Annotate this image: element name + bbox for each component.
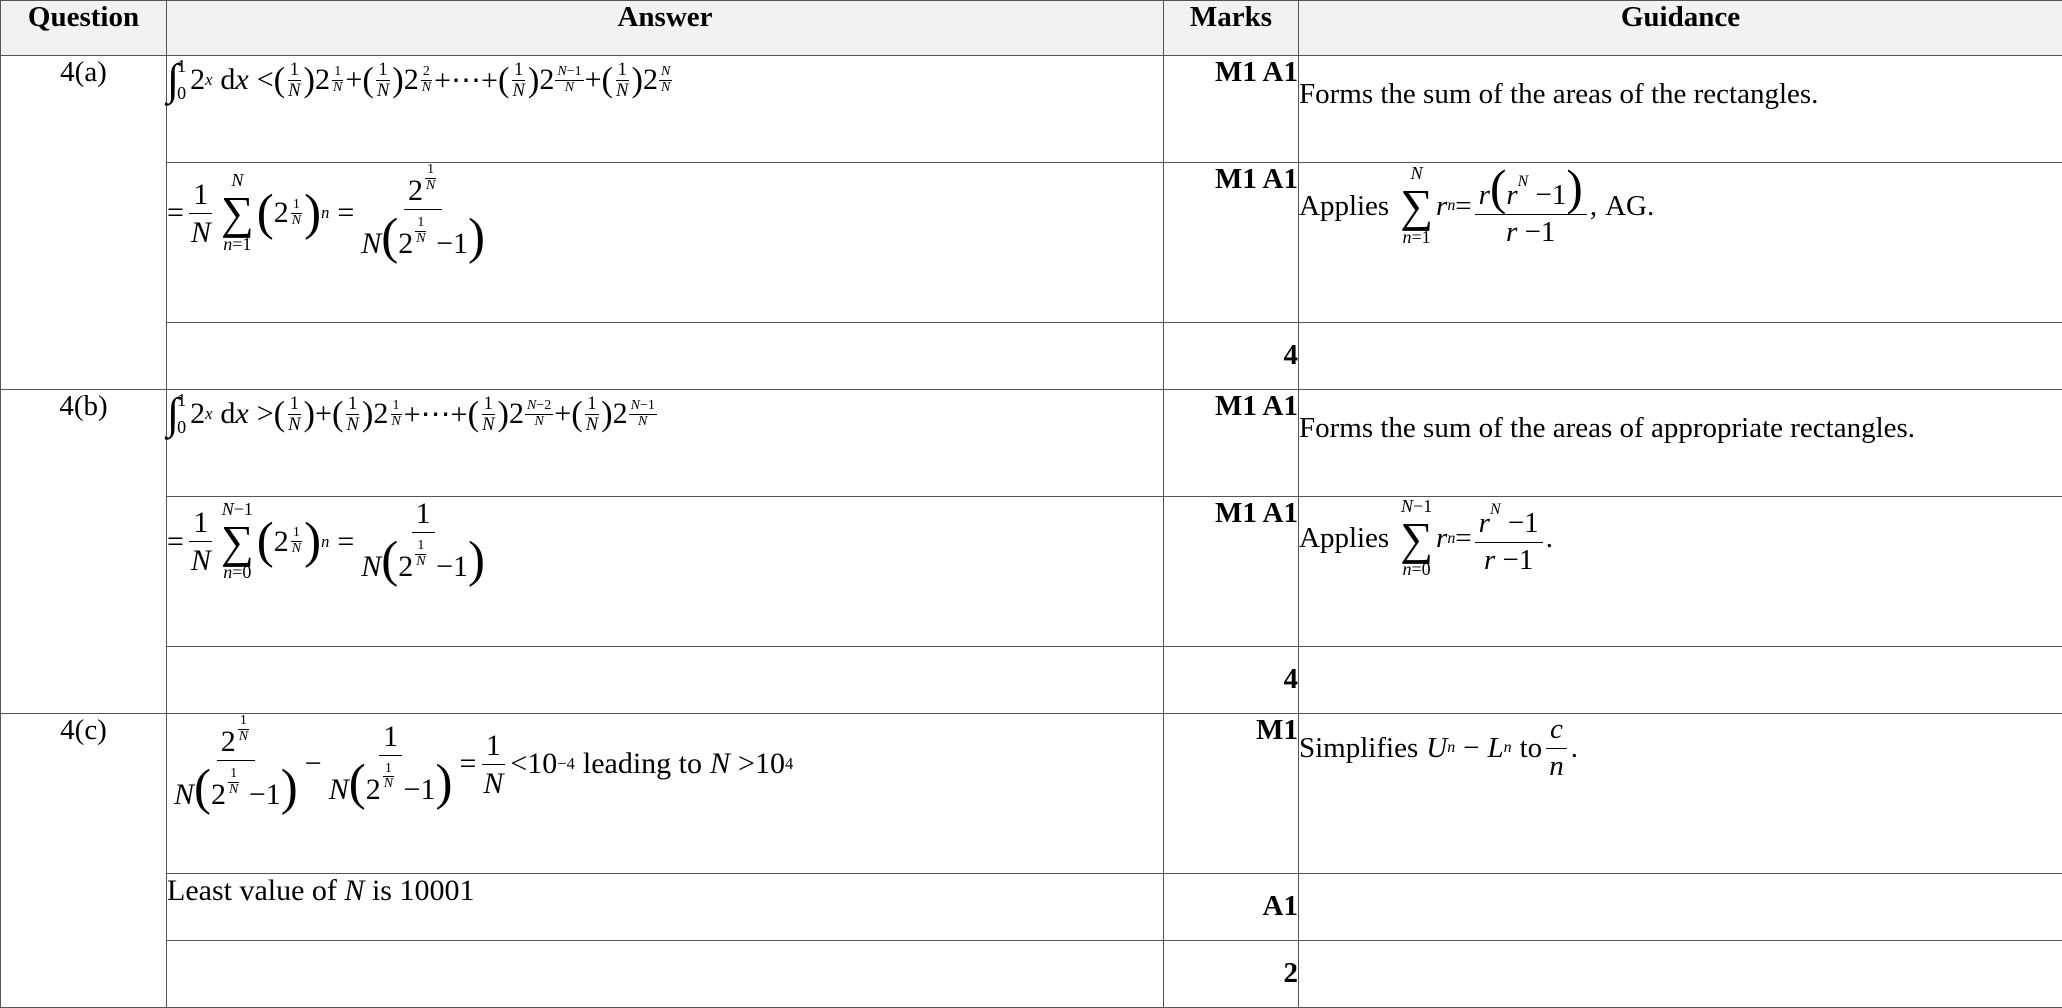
answer-4b-series-sum: = $\frac{1}{N}$ N−1 ∑ n=0 ( 2 $\frac{1}{N}$ ) n = 1 N(2 $\frac{1}{N}$ −1) xyxy=(167,497,1164,647)
guidance-4c-simplifies: Simplifies U n − L n to $\frac{c}{n}$ . xyxy=(1299,714,2062,874)
header-marks: Marks xyxy=(1164,1,1299,56)
marks-total: 4 xyxy=(1164,647,1299,714)
guidance-4a-applies: Applies N ∑ n=1 r n = $\frac{r(rN -1)}{r -1}$ , AG. xyxy=(1299,163,2062,323)
answer-4a-integral-sum: ∫ 1 0 2 x d x < ( 1 N ) 2 $\frac{1}{N}$ + ( 1 N ) 2 $\frac{2}{N}$ +⋯+ ( 1 N ) 2 $\frac{N-1}{N}$ + ( 1 N ) 2 $\frac{N}{N}$ xyxy=(167,56,1164,163)
answer-cell-empty xyxy=(167,941,1164,1008)
answer-4c-difference: 2 $\frac{1}{N}$ N(2 $\frac{1}{N}$ −1) − 1 N(2 $\frac{1}{N}$ −1) = $\frac{1}{N}$ <10 −4 leading to N >10 4 xyxy=(167,714,1164,874)
marks-cell: M1 A1 xyxy=(1164,56,1299,163)
answer-4a-series-sum: = $\frac{1}{N}$ N ∑ n=1 ( 2 $\frac{1}{N}$ ) n = 2 $\frac{1}{N}$ N(2 $\frac{1}{N}$ −1) xyxy=(167,163,1164,323)
header-question: Question xyxy=(1,1,167,56)
table-row xyxy=(1,390,2062,497)
guidance-cell: Forms the sum of the areas of the rectangles. xyxy=(1299,56,2062,163)
table-row xyxy=(1,56,2062,163)
answer-4c-least-value: Least value of N is 10001 xyxy=(167,874,1164,941)
answer-cell-empty xyxy=(167,323,1164,390)
table-row xyxy=(1,163,2062,323)
guidance-cell-empty xyxy=(1299,874,2062,941)
answer-4b-integral-sum: ∫ 1 0 2 x d x > ( 1 N ) + ( 1 N ) 2 $\frac{1}{N}$ +⋯+ ( 1 N ) 2 $\frac{N-2}{N}$ + ( 1 N ) 2 $\frac{N-1}{N}$ xyxy=(167,390,1164,497)
guidance-cell-empty xyxy=(1299,647,2062,714)
guidance-cell-empty xyxy=(1299,941,2062,1008)
guidance-cell: Forms the sum of the areas of appropriate rectangles. xyxy=(1299,390,2062,497)
header-guidance: Guidance xyxy=(1299,1,2062,56)
table-row xyxy=(1,647,2062,714)
header-answer: Answer xyxy=(167,1,1164,56)
table-row xyxy=(1,714,2062,874)
question-label: 4(a) xyxy=(1,56,167,390)
table-row xyxy=(1,941,2062,1008)
header-row xyxy=(1,1,2062,56)
question-label: 4(c) xyxy=(1,714,167,1008)
answer-cell-empty xyxy=(167,647,1164,714)
table-row xyxy=(1,497,2062,647)
marks-cell: M1 A1 xyxy=(1164,497,1299,647)
question-label: 4(b) xyxy=(1,390,167,714)
guidance-cell-empty xyxy=(1299,323,2062,390)
guidance-4b-applies: Applies N−1 ∑ n=0 r n = $\frac{rN -1}{r -1}$ . xyxy=(1299,497,2062,647)
marks-cell: M1 xyxy=(1164,714,1299,874)
table-row xyxy=(1,874,2062,941)
marks-total: 2 xyxy=(1164,941,1299,1008)
marks-cell: M1 A1 xyxy=(1164,390,1299,497)
table-row xyxy=(1,323,2062,390)
marks-total: 4 xyxy=(1164,323,1299,390)
marks-cell: M1 A1 xyxy=(1164,163,1299,323)
marks-cell: A1 xyxy=(1164,874,1299,941)
